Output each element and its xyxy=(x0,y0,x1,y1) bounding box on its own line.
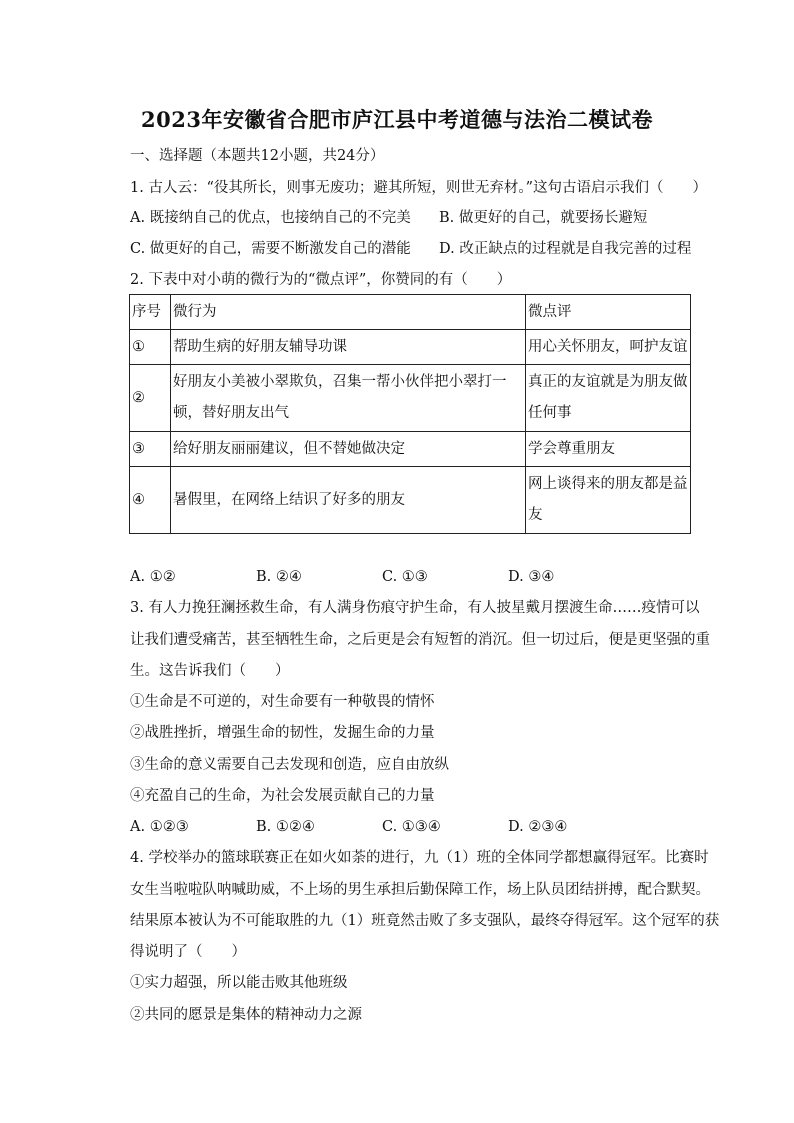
question-1-option-d[interactable]: D. 改正缺点的过程就是自我完善的过程 xyxy=(439,241,692,257)
table-cell-number: ① xyxy=(130,330,171,365)
question-4-stem-line: 得说明了（ ） xyxy=(130,944,246,960)
question-3-option-a[interactable]: A. ①②③ xyxy=(130,819,189,835)
table-header-cell: 微行为 xyxy=(171,295,526,330)
question-2-option-b[interactable]: B. ②④ xyxy=(256,569,302,585)
question-3-stem-line: 生。这告诉我们（ ） xyxy=(130,663,290,679)
micro-behavior-table xyxy=(129,294,691,534)
table-header-row xyxy=(130,295,691,330)
question-2-option-c[interactable]: C. ①③ xyxy=(382,569,428,585)
table-cell-comment: 用心关怀朋友，呵护友谊 xyxy=(526,330,691,365)
question-1-option-b[interactable]: B. 做更好的自己，就要扬长避短 xyxy=(439,210,648,226)
question-3-statement: ③生命的意义需要自己去发现和创造，应自由放纵 xyxy=(130,757,449,773)
section-heading: 一、选择题（本题共12小题，共24分） xyxy=(130,148,385,164)
table-row xyxy=(130,432,691,467)
question-3-statement: ④充盈自己的生命，为社会发展贡献自己的力量 xyxy=(130,788,435,804)
table-cell-behavior: 好朋友小美被小翠欺负，召集一帮小伙伴把小翠打一顿，替好朋友出气 xyxy=(171,365,526,432)
table-header-cell: 微点评 xyxy=(526,295,691,330)
table-header-cell: 序号 xyxy=(130,295,171,330)
question-3-stem-line: 3. 有人力挽狂澜拯救生命，有人满身伤痕守护生命，有人披星戴月摆渡生命……疫情可以 xyxy=(130,600,700,616)
table-row xyxy=(130,365,691,432)
question-2-option-d[interactable]: D. ③④ xyxy=(508,569,555,585)
question-4-statement: ①实力超强，所以能击败其他班级 xyxy=(130,975,348,991)
question-3-option-c[interactable]: C. ①③④ xyxy=(382,819,441,835)
question-3-option-d[interactable]: D. ②③④ xyxy=(508,819,568,835)
table-cell-number: ③ xyxy=(130,432,171,467)
question-3-option-b[interactable]: B. ①②④ xyxy=(256,819,315,835)
table-cell-comment: 真正的友谊就是为朋友做任何事 xyxy=(526,365,691,432)
question-4-stem-line: 结果原本被认为不可能取胜的九（1）班竟然击败了多支强队，最终夺得冠军。这个冠军的获 xyxy=(130,913,720,929)
table-cell-number: ② xyxy=(130,365,171,432)
question-4-statement: ②共同的愿景是集体的精神动力之源 xyxy=(130,1007,362,1023)
question-1-stem: 1. 古人云：“役其所长，则事无废功；避其所短，则世无弃材。”这句古语启示我们（ ） xyxy=(130,180,708,196)
question-4-stem-line: 女生当啦啦队呐喊助威，不上场的男生承担后勤保障工作，场上队员团结拼搏，配合默契。 xyxy=(130,882,710,898)
question-2-stem: 2. 下表中对小萌的微行为的“微点评”，你赞同的有（ ） xyxy=(130,272,512,288)
question-3-stem-line: 让我们遭受痛苦，甚至牺牲生命，之后更是会有短暂的消沉。但一切过后，便是更坚强的重 xyxy=(130,632,710,648)
question-1-option-c[interactable]: C. 做更好的自己，需要不断激发自己的潜能 xyxy=(130,241,411,257)
table-cell-behavior: 给好朋友丽丽建议，但不替她做决定 xyxy=(171,432,526,467)
table-cell-number: ④ xyxy=(130,467,171,534)
table-row xyxy=(130,467,691,534)
table-cell-comment: 网上谈得来的朋友都是益友 xyxy=(526,467,691,534)
question-4-stem-line: 4. 学校举办的篮球联赛正在如火如荼的进行，九（1）班的全体同学都想赢得冠军。比赛时 xyxy=(130,850,709,866)
table-cell-behavior: 暑假里，在网络上结识了好多的朋友 xyxy=(171,467,526,534)
exam-title: 2023年安徽省合肥市庐江县中考道德与法治二模试卷 xyxy=(141,107,653,132)
question-3-statement: ②战胜挫折，增强生命的韧性，发掘生命的力量 xyxy=(130,725,435,741)
question-1-option-a[interactable]: A. 既接纳自己的优点，也接纳自己的不完美 xyxy=(130,210,411,226)
question-2-option-a[interactable]: A. ①② xyxy=(130,569,176,585)
table-cell-behavior: 帮助生病的好朋友辅导功课 xyxy=(171,330,526,365)
table-cell-comment: 学会尊重朋友 xyxy=(526,432,691,467)
question-3-statement: ①生命是不可逆的，对生命要有一种敬畏的情怀 xyxy=(130,694,435,710)
table-row xyxy=(130,330,691,365)
